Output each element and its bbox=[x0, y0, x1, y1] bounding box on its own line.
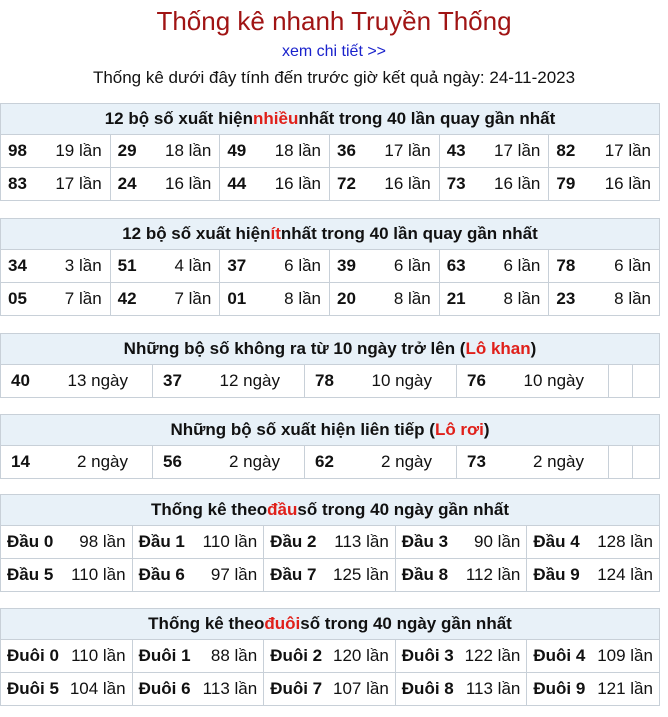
stat-cell: 40 13 ngày bbox=[1, 365, 153, 397]
stat-cell: 42 7 lần bbox=[111, 283, 221, 315]
table-row bbox=[1, 168, 659, 200]
stat-cell: 56 2 ngày bbox=[153, 446, 305, 478]
stat-cell: 29 18 lần bbox=[111, 135, 221, 167]
table-row bbox=[1, 446, 659, 478]
stat-cell: Đầu 2 113 lần bbox=[264, 526, 396, 558]
lo-roi-header: Những bộ số xuất hiện liên tiếp ( Lô rơi ) bbox=[1, 415, 659, 446]
stat-cell: 05 7 lần bbox=[1, 283, 111, 315]
least-frequent-section bbox=[0, 218, 660, 316]
dau-section bbox=[0, 494, 660, 592]
stat-cell: 21 8 lần bbox=[440, 283, 550, 315]
stat-cell: 37 6 lần bbox=[220, 250, 330, 282]
table-row bbox=[1, 250, 659, 283]
stat-cell: 36 17 lần bbox=[330, 135, 440, 167]
empty-cell bbox=[609, 446, 633, 478]
duoi-header: Thống kê theo đuôi số trong 40 ngày gần nhất bbox=[1, 609, 659, 640]
stat-cell: 44 16 lần bbox=[220, 168, 330, 200]
lo-khan-header: Những bộ số không ra từ 10 ngày trở lên ( Lô khan ) bbox=[1, 334, 659, 365]
stat-cell: 49 18 lần bbox=[220, 135, 330, 167]
stat-cell: 63 6 lần bbox=[440, 250, 550, 282]
stat-cell: 62 2 ngày bbox=[305, 446, 457, 478]
stat-cell: 72 16 lần bbox=[330, 168, 440, 200]
stat-cell: Đuôi 8 113 lần bbox=[396, 673, 528, 705]
table-row bbox=[1, 365, 659, 397]
stat-cell: Đuôi 3 122 lần bbox=[396, 640, 528, 672]
page-title: Thống kê nhanh Truyền Thống bbox=[156, 6, 512, 36]
stat-cell: Đầu 1 110 lần bbox=[133, 526, 265, 558]
stat-cell: Đầu 0 98 lần bbox=[1, 526, 133, 558]
table-row bbox=[1, 283, 659, 315]
page-subtitle: Thống kê dưới đây tính đến trước giờ kết quả ngày: 24-11-2023 bbox=[92, 68, 576, 87]
stat-cell: 01 8 lần bbox=[220, 283, 330, 315]
stat-cell: 83 17 lần bbox=[1, 168, 111, 200]
table-row bbox=[1, 673, 659, 705]
lo-khan-section bbox=[0, 333, 660, 398]
stat-cell: 73 2 ngày bbox=[457, 446, 609, 478]
most-frequent-header: 12 bộ số xuất hiện nhiều nhất trong 40 lần quay gần nhất bbox=[1, 104, 659, 135]
most-frequent-section bbox=[0, 103, 660, 201]
stat-cell: Đuôi 6 113 lần bbox=[133, 673, 265, 705]
empty-cell bbox=[609, 365, 633, 397]
dau-header: Thống kê theo đầu số trong 40 ngày gần nhất bbox=[1, 495, 659, 526]
stat-cell: Đuôi 0 110 lần bbox=[1, 640, 133, 672]
table-row bbox=[1, 640, 659, 673]
stat-cell: Đuôi 4 109 lần bbox=[533, 646, 653, 665]
stat-cell: 79 16 lần bbox=[556, 174, 652, 193]
empty-cell bbox=[633, 365, 657, 397]
table-row bbox=[1, 135, 659, 168]
empty-cell bbox=[633, 446, 657, 478]
table-row bbox=[1, 559, 659, 591]
duoi-section bbox=[0, 608, 660, 706]
stat-cell: 73 16 lần bbox=[440, 168, 550, 200]
table-row bbox=[1, 526, 659, 559]
stat-cell: 76 10 ngày bbox=[457, 365, 609, 397]
stat-cell: 98 19 lần bbox=[1, 135, 111, 167]
stat-cell: Đuôi 2 120 lần bbox=[264, 640, 396, 672]
stat-cell: 78 6 lần bbox=[556, 256, 652, 275]
stat-cell: 78 10 ngày bbox=[305, 365, 457, 397]
stat-cell: Đuôi 7 107 lần bbox=[264, 673, 396, 705]
lo-roi-section bbox=[0, 414, 660, 479]
stat-cell: Đuôi 1 88 lần bbox=[133, 640, 265, 672]
stat-cell: 82 17 lần bbox=[556, 141, 652, 160]
stat-cell: 51 4 lần bbox=[111, 250, 221, 282]
stat-cell: Đầu 5 110 lần bbox=[1, 559, 133, 591]
stat-cell: 20 8 lần bbox=[330, 283, 440, 315]
stat-cell: Đầu 7 125 lần bbox=[264, 559, 396, 591]
least-frequent-header: 12 bộ số xuất hiện ít nhất trong 40 lần quay gần nhất bbox=[1, 219, 659, 250]
stat-cell: Đầu 8 112 lần bbox=[396, 559, 528, 591]
stat-cell: Đầu 3 90 lần bbox=[396, 526, 528, 558]
stat-cell: 34 3 lần bbox=[1, 250, 111, 282]
stat-cell: Đuôi 5 104 lần bbox=[1, 673, 133, 705]
stat-cell: 37 12 ngày bbox=[153, 365, 305, 397]
stat-cell: 14 2 ngày bbox=[1, 446, 153, 478]
stat-cell: 43 17 lần bbox=[440, 135, 550, 167]
stat-cell: 23 8 lần bbox=[556, 289, 652, 308]
stat-cell: Đầu 6 97 lần bbox=[133, 559, 265, 591]
stat-cell: 39 6 lần bbox=[330, 250, 440, 282]
stat-cell: Đầu 9 124 lần bbox=[533, 565, 653, 584]
stat-cell: 24 16 lần bbox=[111, 168, 221, 200]
stat-cell: Đuôi 9 121 lần bbox=[533, 679, 653, 698]
stat-cell: Đầu 4 128 lần bbox=[533, 532, 653, 551]
view-details-link[interactable]: xem chi tiết >> bbox=[281, 43, 387, 60]
